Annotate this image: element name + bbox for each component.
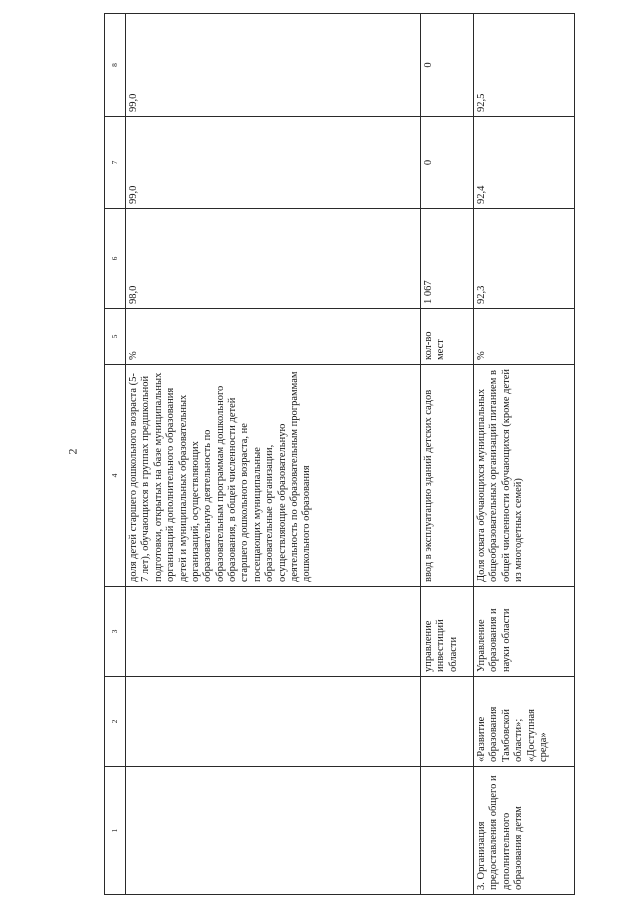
column-number: 2 [105, 677, 126, 767]
table-row [421, 14, 474, 895]
unit-cell: % [126, 309, 421, 365]
program-cell [126, 677, 421, 767]
column-number: 7 [105, 117, 126, 209]
column-number: 8 [105, 14, 126, 117]
indicator-cell: ввод в эксплуатацию зданий детских садов [421, 365, 474, 587]
program-cell [421, 677, 474, 767]
value-cell-col6: 98,0 [126, 209, 421, 309]
value-cell-col7: 92,4 [474, 117, 575, 209]
table-row [126, 14, 421, 895]
indicator-cell: доля детей старшего дошкольного возраста (5-7 лет), обучающихся в группах предшкольной подготовки, открытых на базе муниципальных организаций дополнительного образования детей и муниципальных образовательных организаций, осуществляющих образовательную деятельность по образовательным программам дошкольного образования, в общей численности детей старшего дошкольного возраста, не посещающих муниципальные образовательные организации, осуществляющие образовательную деятельность по образовательным программам дошкольного образования [126, 365, 421, 587]
indicators-table [104, 13, 575, 895]
unit-cell: % [474, 309, 575, 365]
column-number: 3 [105, 587, 126, 677]
value-cell-col8: 99,0 [126, 14, 421, 117]
unit-cell: кол-во мест [421, 309, 474, 365]
column-number: 4 [105, 365, 126, 587]
executor-cell: Управление образования и науки области [474, 587, 575, 677]
direction-cell: 3. Организация предоставления общего и дополнительного образования детям [474, 767, 575, 895]
value-cell-col7: 99,0 [126, 117, 421, 209]
column-number: 1 [105, 767, 126, 895]
direction-cell [421, 767, 474, 895]
executor-cell: управление инвестиций области [421, 587, 474, 677]
page-number: 2 [65, 448, 80, 455]
value-cell-col8: 92,5 [474, 14, 575, 117]
rotated-table-container [104, 14, 634, 895]
program-cell: «Развитие образования Тамбовской области»; «Доступная среда» [474, 677, 575, 767]
direction-cell [126, 767, 421, 895]
table-row [474, 14, 575, 895]
value-cell-col6: 92,3 [474, 209, 575, 309]
value-cell-col8: 0 [421, 14, 474, 117]
value-cell-col7: 0 [421, 117, 474, 209]
indicator-cell: Доля охвата обучающихся муниципальных общеобразовательных организаций питанием в общей численности обучающихся (кроме детей из многодетных семей) [474, 365, 575, 587]
column-number-row [105, 14, 126, 895]
value-cell-col6: 1 067 [421, 209, 474, 309]
column-number: 5 [105, 309, 126, 365]
column-number: 6 [105, 209, 126, 309]
executor-cell [126, 587, 421, 677]
